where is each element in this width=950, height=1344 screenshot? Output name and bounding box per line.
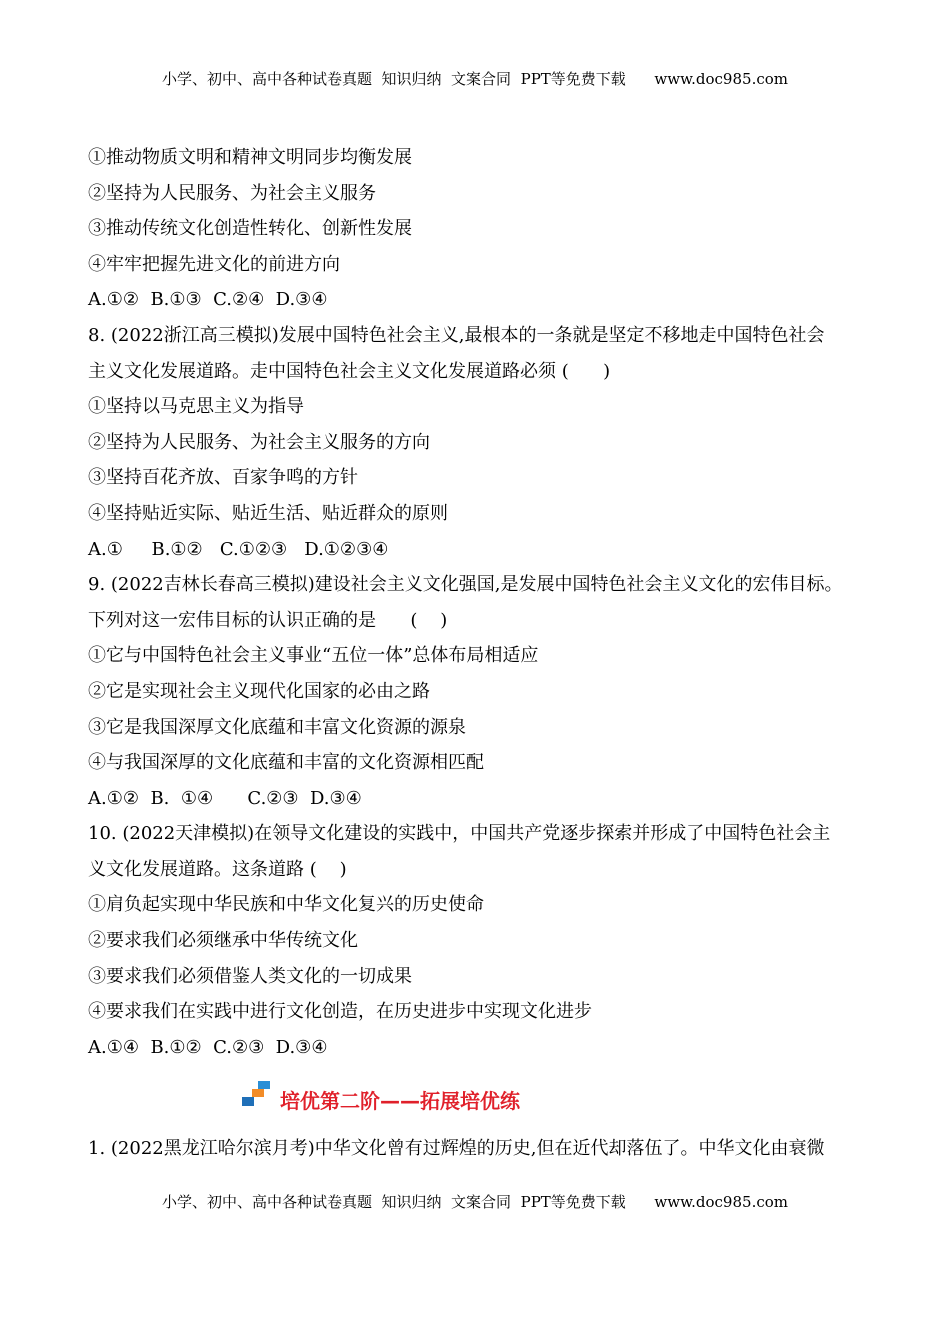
option-1: ①它与中国特色社会主义事业“五位一体”总体布局相适应 (88, 645, 539, 667)
answer-choices: A.①② B. ①④ C.②③ D.③④ (88, 787, 362, 809)
option-3: ③它是我国深厚文化底蕴和丰富文化资源的源泉 (88, 716, 466, 738)
option-4: ④与我国深厚的文化底蕴和丰富的文化资源相匹配 (88, 752, 484, 774)
option-2: ②它是实现社会主义现代化国家的必由之路 (88, 680, 430, 702)
section-heading (88, 1065, 878, 1131)
option-1: ①肩负起实现中华民族和中华文化复兴的历史使命 (88, 894, 484, 916)
option-1: ①坚持以马克思主义为指导 (88, 396, 304, 418)
option-3: ③坚持百花齐放、百家争鸣的方针 (88, 467, 358, 489)
option-2: ②坚持为人民服务、为社会主义服务的方向 (88, 431, 430, 453)
answer-choices: A.①④ B.①② C.②③ D.③④ (88, 1036, 328, 1058)
question-10-stem-cont: 义文化发展道路。这条道路 ( ) (88, 858, 347, 880)
option-4: ④坚持贴近实际、贴近生活、贴近群众的原则 (88, 502, 448, 524)
option-3: ③要求我们必须借鉴人类文化的一切成果 (88, 965, 412, 987)
answer-choices: A.①② B.①③ C.②④ D.③④ (88, 289, 328, 311)
question-1-stem: 1. (2022黑龙江哈尔滨月考)中华文化曾有过辉煌的历史,但在近代却落伍了。中华文化由衰微 (88, 1138, 825, 1160)
question-9-stem-cont: 下列对这一宏伟目标的认识正确的是 ( ) (88, 609, 448, 631)
option-2: ②坚持为人民服务、为社会主义服务 (88, 182, 376, 204)
stacked-blocks-icon (240, 1079, 272, 1111)
question-9-stem: 9. (2022吉林长春高三模拟)建设社会主义文化强国,是发展中国特色社会主义文化的宏伟目标。 (88, 574, 843, 596)
page-footer: 小学、初中、高中各种试卷真题 知识归纳 文案合同 PPT等免费下载 www.doc985.com (161, 1193, 788, 1211)
question-10-stem: 10. (2022天津模拟)在领导文化建设的实践中，中国共产党逐步探索并形成了中国特色社会主 (88, 823, 831, 845)
option-4: ④牢牢把握先进文化的前进方向 (88, 253, 340, 275)
option-4: ④要求我们在实践中进行文化创造，在历史进步中实现文化进步 (88, 1001, 592, 1023)
option-3: ③推动传统文化创造性转化、创新性发展 (88, 218, 412, 240)
option-2: ②要求我们必须继承中华传统文化 (88, 930, 358, 952)
question-8-stem: 8. (2022浙江高三模拟)发展中国特色社会主义,最根本的一条就是坚定不移地走中国特色社会 (88, 324, 825, 346)
option-1: ①推动物质文明和精神文明同步均衡发展 (88, 147, 412, 168)
page-header: 小学、初中、高中各种试卷真题 知识归纳 文案合同 PPT等免费下载 www.doc985.com (161, 70, 788, 88)
section-title: 培优第二阶——拓展培优练 (280, 1089, 520, 1114)
document-body (88, 140, 878, 1167)
question-8-stem-cont: 主义文化发展道路。走中国特色社会主义文化发展道路必须 ( ) (88, 360, 611, 382)
answer-choices: A.① B.①② C.①②③ D.①②③④ (88, 538, 389, 560)
